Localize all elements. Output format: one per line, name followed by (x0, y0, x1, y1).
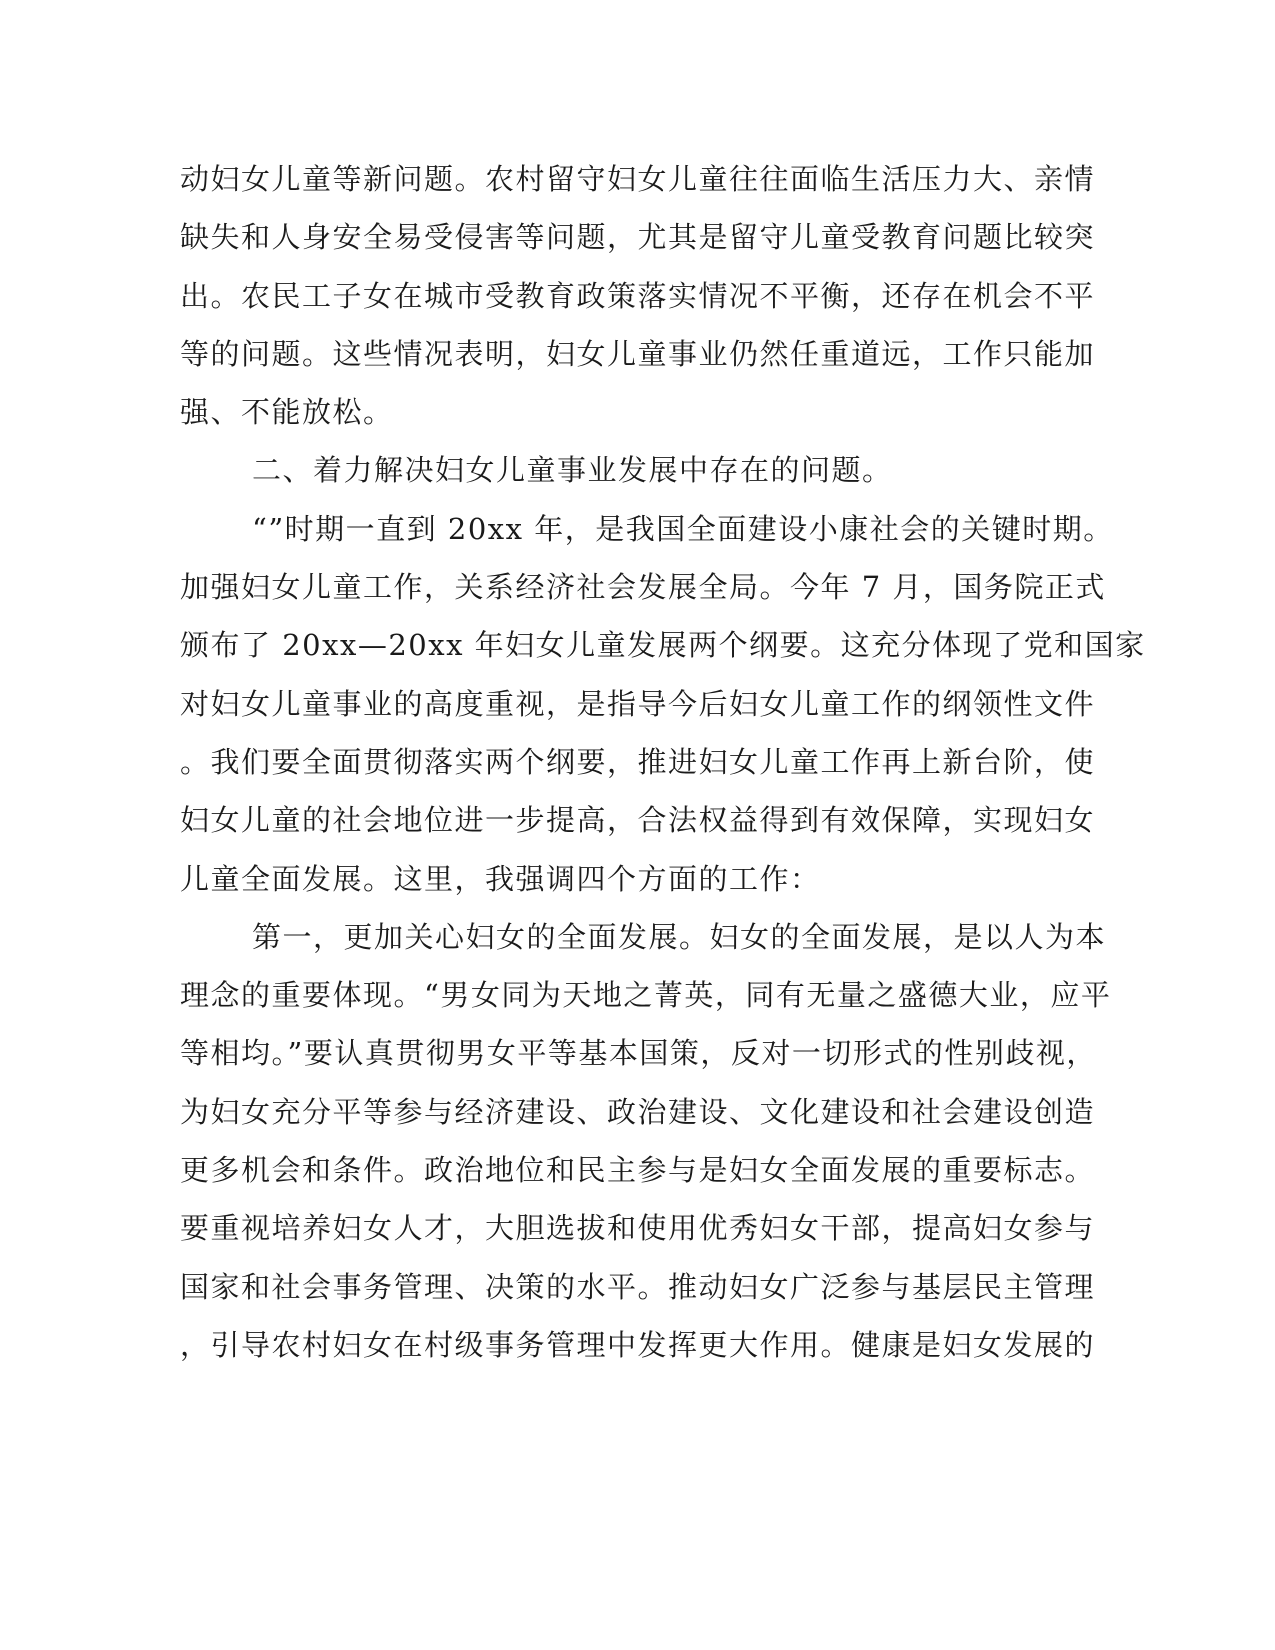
text-line: 妇女儿童的社会地位进一步提高，合法权益得到有效保障，实现妇女 (180, 803, 1096, 838)
text-line: 动妇女儿童等新问题。农村留守妇女儿童往往面临生活压力大、亲情 (180, 162, 1096, 196)
body-text (180, 150, 1146, 1374)
text-line: 要重视培养妇女人才，大胆选拔和使用优秀妇女干部，提高妇女参与 (180, 1211, 1096, 1246)
text-line: 等相均。”要认真贯彻男女平等基本国策，反对一切形式的性别歧视， (180, 1036, 1097, 1071)
text-line: 颁布了 20xx—20xx 年妇女儿童发展两个纲要。这充分体现了党和国家 (180, 628, 1146, 663)
text-line: 二、着力解决妇女儿童事业发展中存在的问题。 (252, 453, 893, 488)
text-line: 理念的重要体现。“男女同为天地之菁英，同有无量之盛德大业，应平 (180, 978, 1112, 1013)
text-line: 等的问题。这些情况表明，妇女儿童事业仍然任重道远，工作只能加 (180, 336, 1096, 371)
text-line: 为妇女充分平等参与经济建设、政治建设、文化建设和社会建设创造 (180, 1094, 1096, 1129)
text-line: 第一，更加关心妇女的全面发展。妇女的全面发展，是以人为本 (252, 919, 1107, 954)
text-line: 对妇女儿童事业的高度重视，是指导今后妇女儿童工作的纲领性文件 (180, 686, 1096, 721)
text-line: 出。农民工子女在城市受教育政策落实情况不平衡，还存在机会不平 (180, 278, 1096, 313)
text-line: 强、不能放松。 (180, 395, 394, 430)
text-line: “”时期一直到 20xx 年，是我国全面建设小康社会的关键时期。 (252, 511, 1114, 546)
text-line: ，引导农村妇女在村级事务管理中发挥更大作用。健康是妇女发展的 (180, 1327, 1096, 1362)
text-line: 儿童全面发展。这里，我强调四个方面的工作： (180, 861, 821, 896)
text-line: 国家和社会事务管理、决策的水平。推动妇女广泛参与基层民主管理 (180, 1269, 1096, 1304)
text-line: 。我们要全面贯彻落实两个纲要，推进妇女儿童工作再上新台阶，使 (180, 744, 1096, 779)
text-line: 更多机会和条件。政治地位和民主参与是妇女全面发展的重要标志。 (180, 1153, 1096, 1188)
text-line: 缺失和人身安全易受侵害等问题，尤其是留守儿童受教育问题比较突 (180, 220, 1096, 255)
text-line: 加强妇女儿童工作，关系经济社会发展全局。今年 7 月，国务院正式 (180, 570, 1106, 605)
